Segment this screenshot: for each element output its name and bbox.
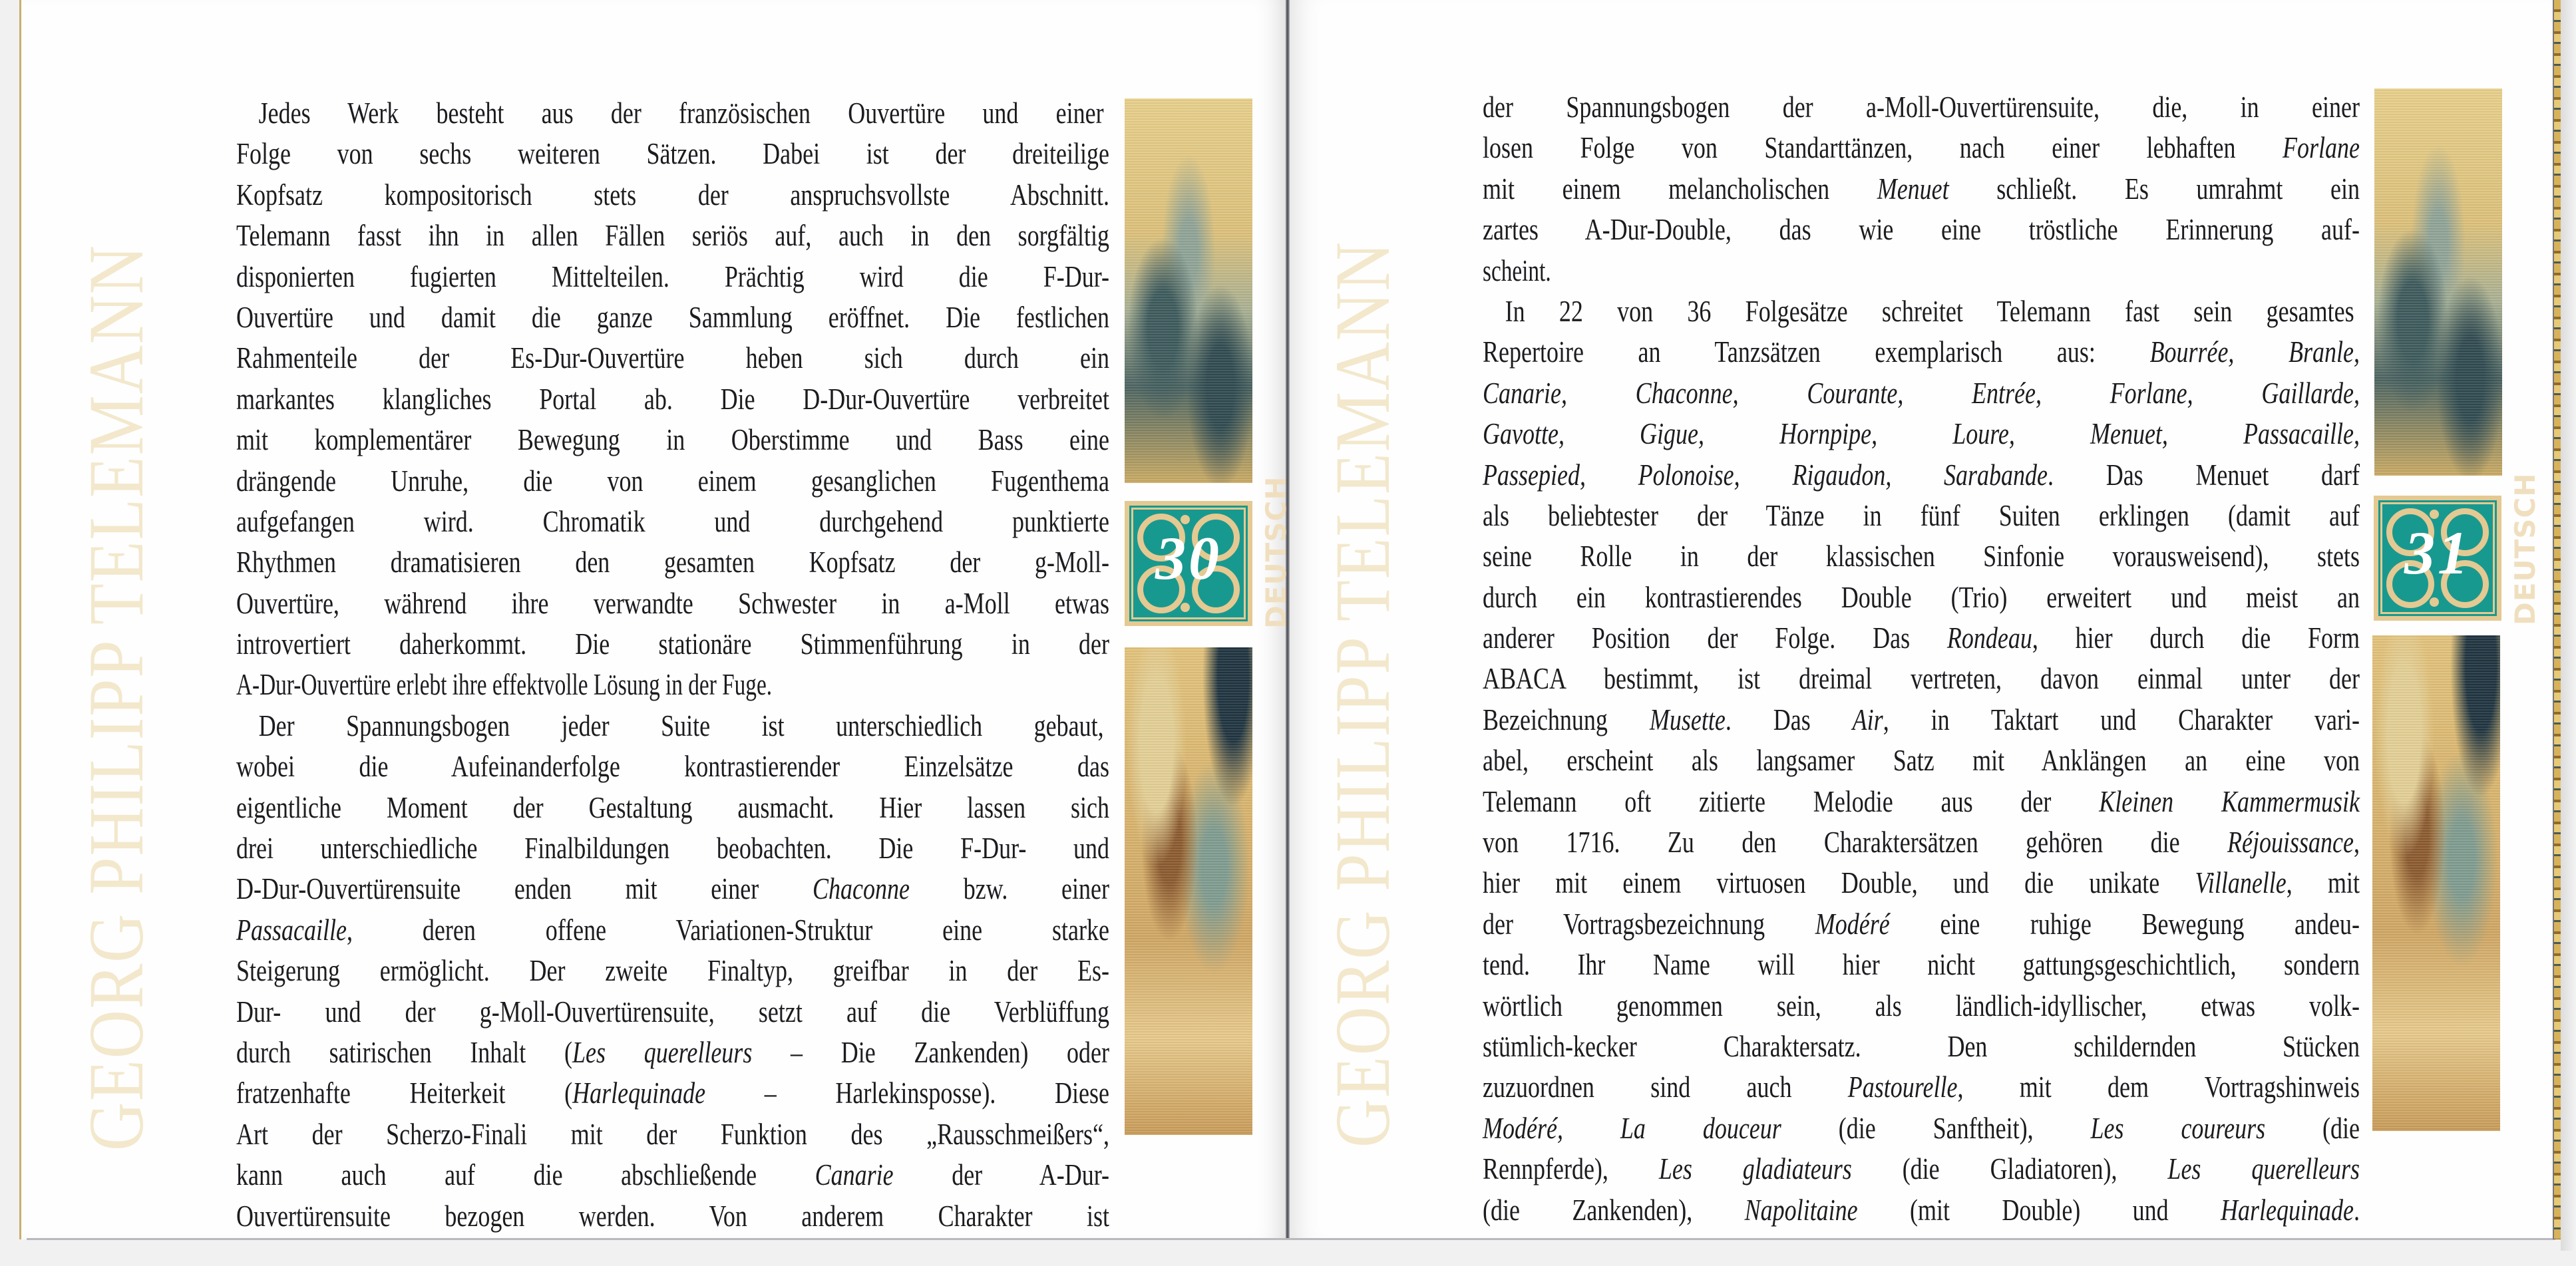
text-run: abel, erscheint als langsamer Satz mit Anklängen an eine von <box>1483 744 2360 778</box>
text-run: , in Taktart und Charakter vari- <box>1883 703 2360 736</box>
tapestry-image-right-bottom <box>2372 635 2500 1131</box>
text-run: Der Spannungsbogen jeder Suite ist unterschiedlich gebaut, <box>258 709 1104 742</box>
italic-term: Pastourelle <box>1847 1070 1958 1104</box>
text-line <box>236 338 1109 379</box>
text-line <box>236 992 1109 1032</box>
italic-term: Réjouissance <box>2227 826 2354 860</box>
text-run: , mit <box>2286 866 2360 900</box>
text-run: , mit dem Vortragshinweis <box>1957 1070 2360 1104</box>
text-run: schließt. Es umrahmt ein <box>1948 172 2360 206</box>
text-run: als beliebtester der Tänze in fünf Suiten erklingen (damit auf <box>1483 498 2360 532</box>
text-line <box>236 134 1109 174</box>
text-run: Dur- und der g-Moll-Ouvertürensuite, setzt auf die Verblüffung <box>236 995 1109 1029</box>
language-label: DEUTSCH <box>1260 476 1292 629</box>
text-run: , deren offene Variationen-Struktur eine starke <box>346 913 1109 947</box>
text-run: zuzuordnen sind auch <box>1483 1070 1848 1104</box>
text-run: Telemann fasst ihn in allen Fällen seriös auf, auch in den sorgfältig <box>236 219 1109 253</box>
text-run: markantes klangliches Portal ab. Die D-Dur-Ouvertüre verbreitet <box>236 382 1109 416</box>
left-text-column <box>236 93 1109 1237</box>
text-run: eigentliche Moment der Gestaltung ausmacht. Hier lassen sich <box>236 790 1109 824</box>
text-run: seine Rolle in der klassischen Sinfonie vorausweisend), stets <box>1483 540 2360 573</box>
text-run: (mit Double) und <box>1857 1193 2221 1227</box>
text-run: , hier durch die Form <box>2032 621 2360 655</box>
text-line <box>1483 1027 2360 1067</box>
text-run: (die Gladiatoren), <box>1851 1152 2168 1186</box>
text-run: durch ein kontrastierendes Double (Trio) erweitert und meist an <box>1483 580 2360 614</box>
text-run: tend. Ihr Name will hier nicht gattungsgeschichtlich, sondern <box>1483 948 2360 982</box>
text-line <box>236 420 1109 460</box>
italic-term: Kleinen Kammermusik <box>2099 784 2360 818</box>
text-line <box>236 542 1109 583</box>
text-line <box>1483 87 2360 128</box>
text-run: Repertoire an Tanzsätzen exemplarisch aus: <box>1483 335 2150 369</box>
text-line <box>1483 536 2360 577</box>
text-line <box>236 1155 1109 1195</box>
text-run: Ouvertüre, während ihre verwandte Schwester in a-Moll etwas <box>236 586 1109 620</box>
text-run: Bezeichnung <box>1483 703 1650 736</box>
tapestry-image-left-top <box>1125 98 1252 483</box>
text-line <box>236 665 1109 705</box>
italic-term: Bourrée, Branle, <box>2149 335 2360 369</box>
text-run: drängende Unruhe, die von einem gesanglichen Fugenthema <box>236 464 1109 498</box>
text-run: Steigerung ermöglicht. Der zweite Finaltyp, greifbar in der Es- <box>236 954 1109 988</box>
text-line <box>236 1196 1109 1237</box>
text-run: Telemann oft zitierte Melodie aus der <box>1483 784 2100 818</box>
text-run: Folge von sechs weiteren Sätzen. Dabei ist der dreiteilige <box>236 137 1109 171</box>
text-run: . <box>2354 1193 2360 1227</box>
text-run: Ouvertüre und damit die ganze Sammlung eröffnet. Die festlichen <box>236 300 1109 334</box>
text-line <box>1483 782 2360 822</box>
page-number: 30 <box>1155 524 1222 592</box>
italic-term: Canarie <box>815 1158 894 1192</box>
text-line <box>1483 414 2360 454</box>
text-line <box>236 910 1109 951</box>
italic-term: Gavotte, Gigue, Hornpipe, Loure, Menuet, Passacaille, <box>1483 417 2360 451</box>
italic-term: Menuet <box>1877 172 1949 206</box>
page-number: 31 <box>2404 519 2471 587</box>
text-run: – Die Zankenden) oder <box>752 1035 1110 1069</box>
text-line <box>236 216 1109 256</box>
text-run: wörtlich genommen sein, als ländlich-idyllischer, etwas volk- <box>1483 989 2360 1023</box>
text-run: eine ruhige Bewegung andeu- <box>1889 907 2360 941</box>
italic-term: Harlequinade <box>2221 1193 2354 1227</box>
text-run: hier mit einem virtuosen Double, und die unikate <box>1483 866 2195 900</box>
text-run: drei unterschiedliche Finalbildungen beobachten. Die F-Dur- und <box>236 832 1109 866</box>
page-number-badge-right <box>2374 496 2501 621</box>
italic-term: Rondeau <box>1946 621 2032 655</box>
italic-term: Musette <box>1649 703 1726 736</box>
composer-watermark-left: GEORG PHILIPP TELEMANN <box>73 244 160 1151</box>
text-line <box>1483 1190 2360 1231</box>
language-label: DEUTSCH <box>2509 472 2541 625</box>
text-run: der A-Dur- <box>893 1158 1109 1192</box>
text-run: Kopfsatz kompositorisch stets der anspruchsvollste Abschnitt. <box>236 178 1109 212</box>
text-line <box>1483 740 2360 781</box>
text-run: (die <box>2265 1111 2360 1145</box>
text-run: , <box>2354 826 2360 860</box>
text-run: Art der Scherzo-Finali mit der Funktion des „Rausschmeißers“, <box>236 1117 1109 1151</box>
text-run: von 1716. Zu den Charaktersätzen gehören die <box>1483 826 2228 860</box>
text-line <box>1483 496 2360 536</box>
text-run: Rennpferde), <box>1483 1152 1659 1186</box>
text-line <box>1483 904 2360 945</box>
text-run: losen Folge von Standarttänzen, nach einer lebhaften <box>1483 131 2283 165</box>
text-line <box>236 175 1109 216</box>
text-line <box>236 297 1109 338</box>
text-line <box>236 583 1109 624</box>
background-edge <box>2561 0 2576 1251</box>
text-line <box>1483 986 2360 1027</box>
text-run: In 22 von 36 Folgesätze schreitet Telemann fast sein gesamtes <box>1505 294 2354 328</box>
italic-term: Les gladiateurs <box>1658 1152 1852 1186</box>
italic-term: Modéré <box>1815 907 1890 941</box>
text-line <box>1483 169 2360 210</box>
text-line <box>1483 1108 2360 1149</box>
booklet-bottom-edge <box>27 1238 2555 1240</box>
text-run: der Vortragsbezeichnung <box>1483 907 1815 941</box>
text-line <box>236 788 1109 828</box>
text-run: anderer Position der Folge. Das <box>1483 621 1947 655</box>
text-run: (die Zankenden), <box>1483 1193 1745 1227</box>
text-line <box>1483 822 2360 863</box>
text-line <box>1483 128 2360 168</box>
text-line <box>1483 945 2360 985</box>
text-run: D-Dur-Ouvertürensuite enden mit einer <box>236 872 813 906</box>
text-line <box>236 502 1109 542</box>
text-run: ABACA bestimmt, ist dreimal vertreten, davon einmal unter der <box>1483 662 2360 696</box>
italic-term: Les querelleurs <box>2167 1152 2360 1186</box>
text-run: Ouvertürensuite bezogen werden. Von anderem Charakter ist <box>236 1199 1109 1233</box>
text-line <box>236 624 1109 665</box>
italic-term: Air <box>1852 703 1883 736</box>
italic-term: Harlequinade <box>572 1076 706 1110</box>
italic-term: Forlane <box>2283 131 2360 165</box>
text-run: disponierten fugierten Mittelteilen. Prächtig wird die F-Dur- <box>236 259 1109 293</box>
text-line <box>236 1073 1109 1114</box>
text-line <box>1483 455 2360 496</box>
text-line <box>1483 210 2360 250</box>
text-line <box>1483 251 2360 291</box>
italic-term: Les querelleurs <box>572 1035 753 1069</box>
italic-term: Canarie, Chaconne, Courante, Entrée, Forlane, Gaillarde, <box>1483 376 2360 410</box>
text-run: . Das <box>1725 703 1853 736</box>
text-run: Rahmenteile der Es-Dur-Ouvertüre heben sich durch ein <box>236 341 1109 375</box>
text-run: scheint. <box>1483 253 1551 287</box>
italic-term: Napolitaine <box>1744 1193 1858 1227</box>
text-line <box>1483 291 2354 332</box>
text-run: durch satirischen Inhalt ( <box>236 1035 572 1069</box>
text-run: mit komplementärer Bewegung in Oberstimme und Bass eine <box>236 423 1109 457</box>
text-line <box>236 746 1109 787</box>
italic-term: Passacaille <box>236 913 347 947</box>
text-line <box>236 93 1104 134</box>
italic-term: Les coureurs <box>2090 1111 2266 1145</box>
italic-term: Chaconne <box>812 872 910 906</box>
text-run: fratzenhafte Heiterkeit ( <box>236 1076 573 1110</box>
text-run: mit einem melancholischen <box>1483 172 1877 206</box>
italic-term: Modéré, La douceur <box>1483 1111 1781 1145</box>
text-line <box>1483 1067 2360 1108</box>
text-line <box>236 951 1109 991</box>
text-line <box>1483 700 2360 740</box>
text-line <box>1483 1149 2360 1189</box>
text-run: wobei die Aufeinanderfolge kontrastierender Einzelsätze das <box>236 750 1109 784</box>
text-line <box>1483 863 2360 903</box>
text-line <box>1483 373 2360 414</box>
text-line <box>236 257 1109 297</box>
text-run: zartes A-Dur-Double, das wie eine tröstliche Erinnerung auf- <box>1483 213 2360 247</box>
tapestry-image-left-bottom <box>1125 647 1252 1135</box>
tapestry-image-right-top <box>2374 88 2502 476</box>
text-line <box>236 706 1104 746</box>
italic-term: Villanelle <box>2195 866 2287 900</box>
right-text-column <box>1483 87 2360 1231</box>
italic-term: Passepied, Polonoise, Rigaudon, Sarabande <box>1483 458 2048 492</box>
text-run: – Harlekinsposse). Diese <box>705 1076 1109 1110</box>
text-line <box>236 1032 1109 1073</box>
text-line <box>236 461 1109 502</box>
text-line <box>236 1114 1109 1155</box>
text-run: . Das Menuet darf <box>2048 458 2360 492</box>
composer-watermark-right: GEORG PHILIPP TELEMANN <box>1319 241 1406 1148</box>
text-line <box>236 828 1109 869</box>
text-run: A-Dur-Ouvertüre erlebt ihre effektvolle Lösung in der Fuge. <box>236 668 773 702</box>
text-run: aufgefangen wird. Chromatik und durchgehend punktierte <box>236 504 1109 538</box>
text-line <box>236 869 1109 909</box>
text-run: Rhythmen dramatisieren den gesamten Kopfsatz der g-Moll- <box>236 546 1109 579</box>
text-run: kann auch auf die abschließende <box>236 1158 815 1192</box>
page-number-badge-left <box>1125 501 1252 626</box>
text-run: introvertiert daherkommt. Die stationäre Stimmenführung in der <box>236 627 1109 661</box>
text-run: der Spannungsbogen der a-Moll-Ouvertürensuite, die, in einer <box>1483 90 2360 124</box>
text-run: stümlich-kecker Charaktersatz. Den schildernden Stücken <box>1483 1029 2360 1063</box>
text-line <box>1483 577 2360 618</box>
text-line <box>1483 618 2360 659</box>
text-line <box>1483 659 2360 699</box>
text-line <box>236 379 1109 420</box>
text-run: bzw. einer <box>909 872 1109 906</box>
text-line <box>1483 332 2360 373</box>
text-run: (die Sanftheit), <box>1781 1111 2091 1145</box>
text-run: Jedes Werk besteht aus der französischen Ouvertüre und einer <box>258 96 1104 130</box>
